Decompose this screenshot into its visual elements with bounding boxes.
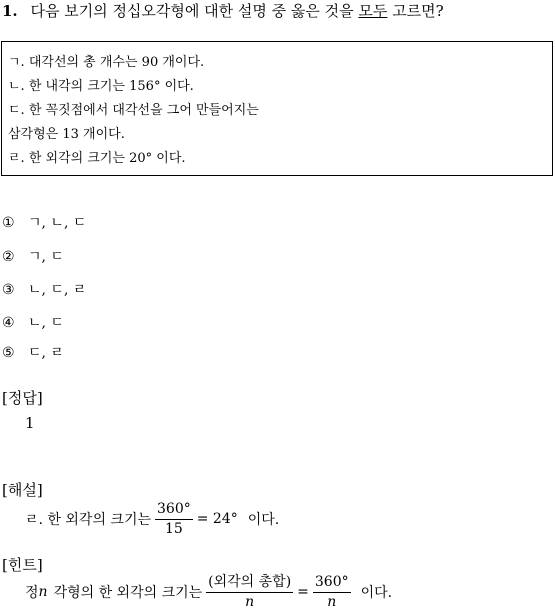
question-text-end: 고르면? (392, 2, 444, 20)
choice-text: ㄴ, ㄷ, ㄹ (28, 282, 87, 298)
choice-1[interactable] (2, 214, 86, 232)
choice-text: ㄷ, ㄹ (28, 345, 64, 361)
hint-label: [힌트] (2, 556, 43, 574)
fraction-numerator: (외각의 총합) (206, 574, 293, 593)
hint-prefix-a: 정 (25, 585, 39, 601)
explanation-suffix: 이다. (247, 512, 280, 528)
hint-equals: = (297, 584, 309, 600)
fraction-denominator: n (245, 593, 255, 610)
choice-mark: ⑤ (2, 345, 15, 361)
explanation-formula (25, 498, 279, 540)
fraction-numerator: 360° (313, 574, 351, 593)
question-text: 다음 보기의 정십오각형에 대한 설명 중 옳은 것을 (30, 2, 354, 20)
answer-label: [정답] (2, 389, 43, 407)
statement-3: ㄷ. 한 꼭짓점에서 대각선을 그어 만들어지는 (8, 103, 259, 118)
choice-mark: ② (2, 249, 15, 265)
hint-fraction-2 (313, 574, 351, 611)
choice-text: ㄱ, ㄷ (28, 249, 64, 265)
question-emphasis: 모두 (358, 2, 388, 20)
statement-3-cont: 삼각형은 13 개이다. (8, 127, 125, 142)
choice-text: ㄴ, ㄷ (28, 315, 64, 331)
question-title (2, 1, 444, 21)
hint-formula (25, 571, 392, 613)
explanation-prefix: ㄹ. 한 외각의 크기는 (25, 512, 151, 528)
choice-4[interactable] (2, 314, 64, 332)
hint-fraction-1 (206, 574, 293, 611)
choice-mark: ③ (2, 282, 15, 298)
fraction-denominator: n (327, 593, 337, 610)
choice-text: ㄱ, ㄴ, ㄷ (28, 215, 87, 231)
choice-3[interactable] (2, 281, 86, 299)
hint-var-n: n (38, 584, 48, 600)
fraction-numerator: 360° (155, 501, 193, 520)
answer-value: 1 (25, 414, 35, 432)
statement-1: ㄱ. 대각선의 총 개수는 90 개이다. (8, 55, 205, 70)
explanation-label: [해설] (2, 481, 43, 499)
choice-2[interactable] (2, 248, 64, 266)
choice-mark: ④ (2, 315, 15, 331)
choice-mark: ① (2, 215, 15, 231)
statement-2: ㄴ. 한 내각의 크기는 156° 이다. (8, 79, 194, 94)
fraction-denominator: 15 (164, 520, 183, 537)
statement-4: ㄹ. 한 외각의 크기는 20° 이다. (8, 151, 186, 166)
explanation-fraction (155, 501, 193, 538)
question-number: 1. (2, 2, 18, 20)
hint-prefix-b: 각형의 한 외각의 크기는 (53, 585, 203, 601)
hint-suffix: 이다. (360, 585, 393, 601)
choice-5[interactable] (2, 344, 64, 362)
explanation-result: = 24° (196, 511, 238, 527)
